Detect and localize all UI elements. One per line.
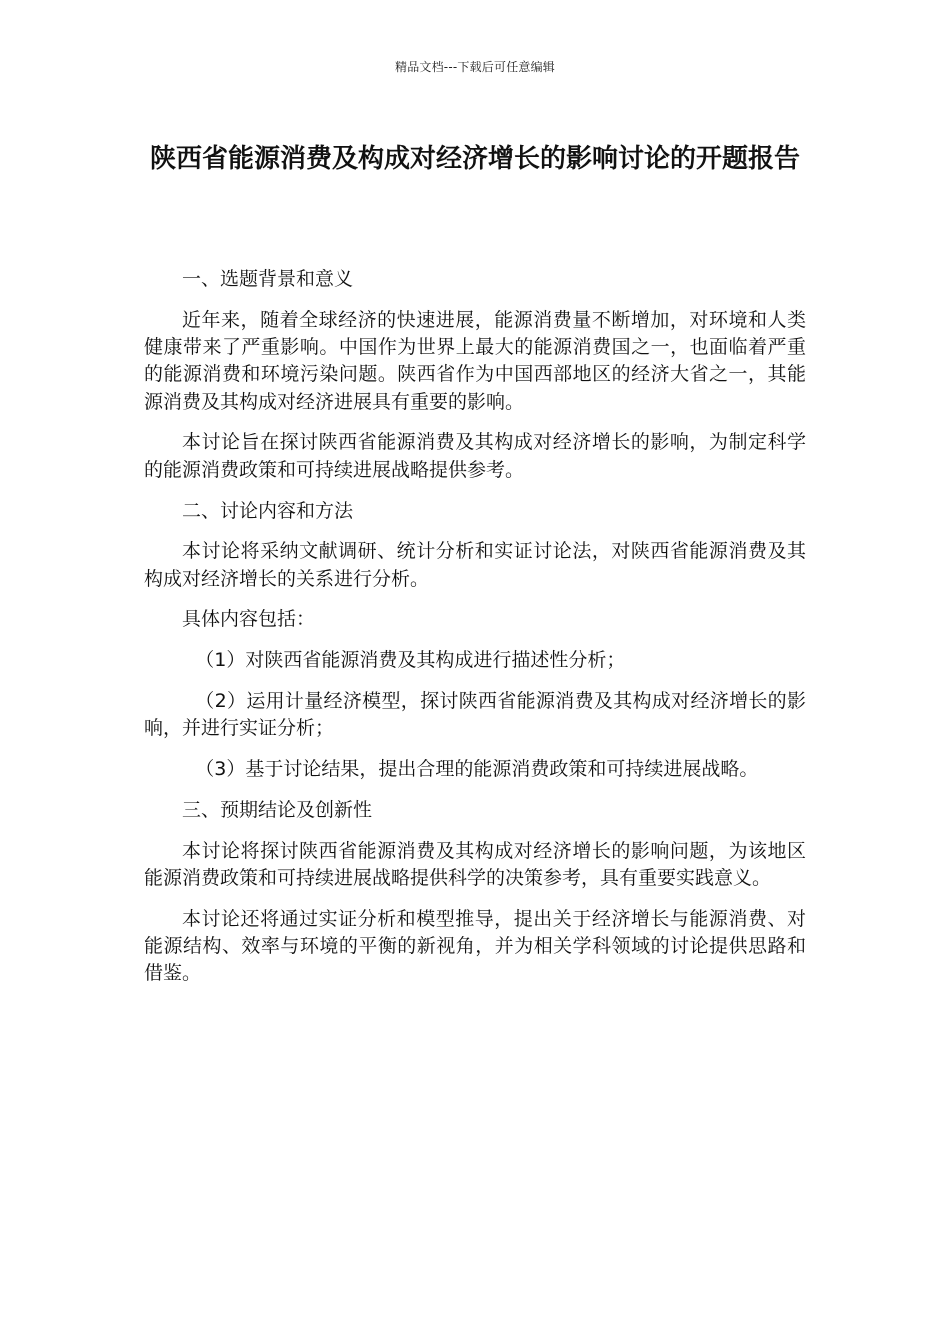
document-body bbox=[144, 266, 806, 1001]
section-heading-conclusion: 三、预期结论及创新性 bbox=[182, 798, 373, 821]
paragraph-method: 本讨论将采纳文献调研、统计分析和实证讨论法，对陕西省能源消费及其构成对经济增长的关系进行分析。 bbox=[144, 540, 806, 590]
document-title: 陕西省能源消费及构成对经济增长的影响讨论的开题报告 bbox=[149, 144, 800, 174]
paragraph-content-intro: 具体内容包括： bbox=[182, 608, 316, 631]
paragraph-innovation: 本讨论还将通过实证分析和模型推导，提出关于经济增长与能源消费、对能源结构、效率与环境的平衡的新视角，并为相关学科领域的讨论提供思路和借鉴。 bbox=[144, 907, 806, 985]
section-heading-content-method: 二、讨论内容和方法 bbox=[182, 499, 354, 522]
paragraph-purpose: 本讨论旨在探讨陕西省能源消费及其构成对经济增长的影响，为制定科学的能源消费政策和可持续进展战略提供参考。 bbox=[144, 431, 806, 481]
list-item: （1）对陕西省能源消费及其构成进行描述性分析； bbox=[195, 649, 626, 672]
header-note: 精品文档---下载后可任意编辑 bbox=[395, 60, 555, 74]
section-heading-background: 一、选题背景和意义 bbox=[182, 268, 354, 290]
paragraph-background: 近年来，随着全球经济的快速进展，能源消费量不断增加，对环境和人类健康带来了严重影响。中国作为世界上最大的能源消费国之一，也面临着严重的能源消费和环境污染问题。陕西省作为中国西部地区的经济大省之一，其能源消费及其构成对经济进展具有重要的影响。 bbox=[144, 308, 806, 413]
list-item: （3）基于讨论结果，提出合理的能源消费政策和可持续进展战略。 bbox=[195, 758, 759, 781]
list-item: （2）运用计量经济模型，探讨陕西省能源消费及其构成对经济增长的影响，并进行实证分析； bbox=[144, 690, 806, 740]
paragraph-conclusion: 本讨论将探讨陕西省能源消费及其构成对经济增长的影响问题，为该地区能源消费政策和可持续进展战略提供科学的决策参考，具有重要实践意义。 bbox=[144, 839, 806, 890]
